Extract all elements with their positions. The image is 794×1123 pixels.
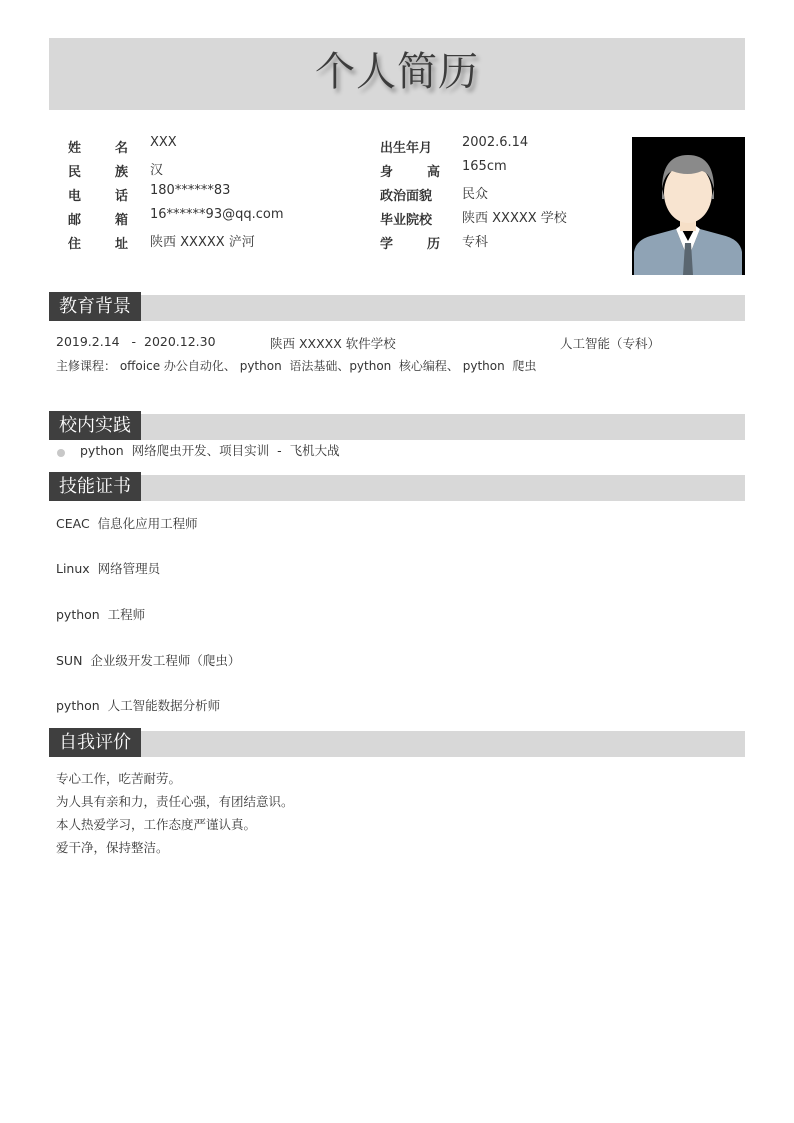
certificate-item: python 人工智能数据分析师 [56, 698, 221, 713]
self-evaluation-item: 本人热爱学习，工作态度严谨认真。 [56, 817, 257, 832]
label-degree: 学 历 [380, 237, 440, 252]
label-email: 邮 箱 [68, 213, 128, 228]
label-political: 政治面貌 [380, 189, 433, 204]
certificate-item: SUN 企业级开发工程师（爬虫） [56, 653, 241, 668]
label-name: 姓 名 [68, 141, 128, 156]
self-evaluation-item: 专心工作，吃苦耐劳。 [56, 771, 182, 786]
self-evaluation-item: 爱干净，保持整洁。 [56, 840, 169, 855]
value-school: 陕西 XXXXX 学校 [462, 211, 567, 226]
value-degree: 专科 [462, 235, 489, 250]
label-school: 毕业院校 [380, 213, 433, 228]
label-ethnicity: 民 族 [68, 165, 128, 180]
certificates-heading: 技能证书 [49, 472, 141, 501]
education-period: 2019.2.14 - 2020.12.30 [56, 334, 216, 349]
avatar-person-icon [632, 137, 745, 275]
education-section-header [49, 295, 745, 321]
label-address: 住 址 [68, 237, 128, 252]
education-courses: 主修课程： offoice 办公自动化、 python 语法基础、python 核心编程、 python 爬虫 [56, 359, 537, 373]
value-name: XXX [150, 135, 177, 150]
practice-section-header [49, 414, 745, 440]
certificate-item: Linux 网络管理员 [56, 561, 161, 576]
value-email: 16******93@qq.com [150, 207, 284, 222]
bullet-icon [57, 449, 65, 457]
education-major: 人工智能（专科） [560, 336, 661, 351]
education-school: 陕西 XXXXX 软件学校 [270, 336, 396, 351]
label-height: 身 高 [380, 165, 440, 180]
page-title: 个人简历 [315, 49, 479, 95]
value-birth: 2002.6.14 [462, 135, 529, 150]
education-heading: 教育背景 [49, 292, 141, 321]
self-evaluation-item: 为人具有亲和力，责任心强，有团结意识。 [56, 794, 294, 809]
value-address: 陕西 XXXXX 浐河 [150, 235, 255, 250]
value-phone: 180******83 [150, 183, 231, 198]
practice-item: python 网络爬虫开发、项目实训 - 飞机大战 [80, 443, 340, 458]
avatar [632, 137, 745, 275]
label-birth: 出生年月 [380, 141, 433, 156]
value-ethnicity: 汉 [150, 163, 164, 178]
label-phone: 电 话 [68, 189, 128, 204]
self-evaluation-section-header [49, 731, 745, 757]
certificate-item: python 工程师 [56, 607, 146, 622]
title-banner [49, 38, 745, 110]
self-evaluation-heading: 自我评价 [49, 728, 141, 757]
certificate-item: CEAC 信息化应用工程师 [56, 516, 198, 531]
value-political: 民众 [462, 187, 489, 202]
certificates-section-header [49, 475, 745, 501]
value-height: 165cm [462, 159, 507, 174]
practice-heading: 校内实践 [49, 411, 141, 440]
